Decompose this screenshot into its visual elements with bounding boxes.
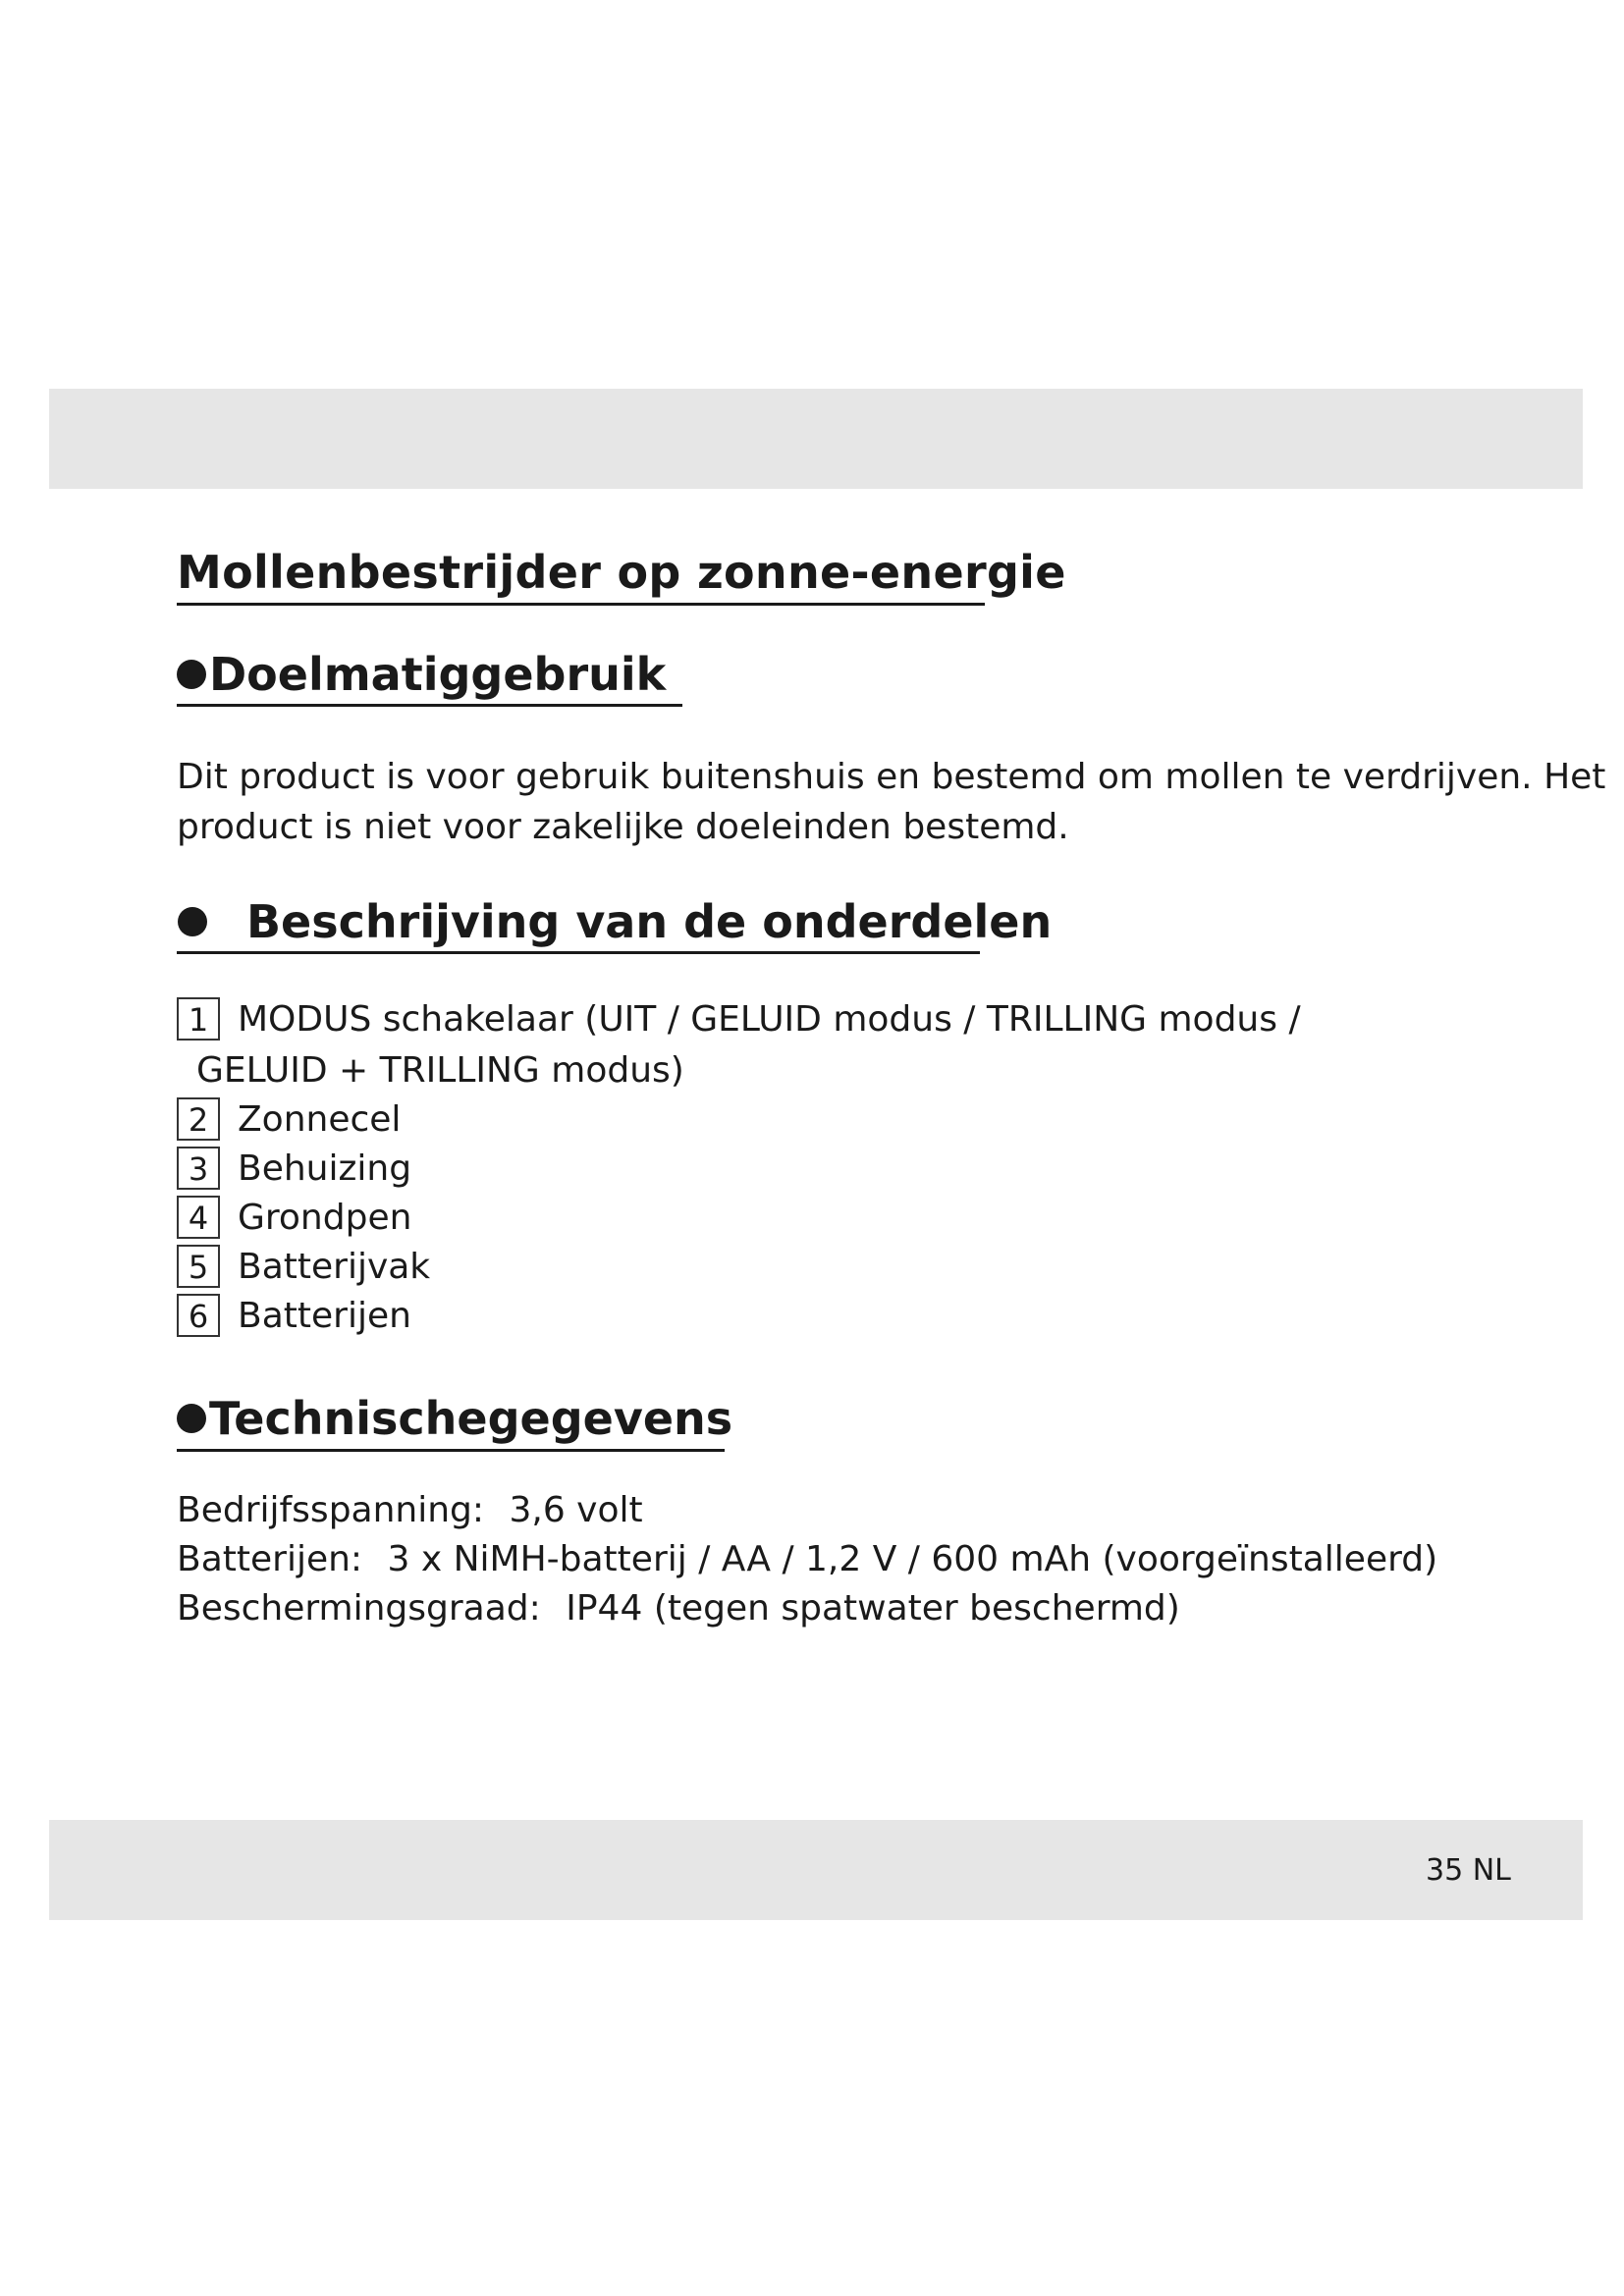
bullet-icon [177, 1404, 206, 1433]
spec-label: Batterijen: [177, 1539, 363, 1579]
footer-band [49, 1820, 1583, 1920]
spec-label: Beschermingsgraad: [177, 1588, 541, 1629]
page-number: 35 NL [1426, 1853, 1511, 1888]
part-label-continuation: GELUID + TRILLING modus) [196, 1050, 684, 1091]
part-label: MODUS schakelaar (UIT / GELUID modus / TRILLING modus / [238, 998, 1301, 1040]
spec-row [177, 1490, 643, 1530]
part-number-box: 1 [177, 997, 220, 1041]
spec-value: IP44 (tegen spatwater beschermd) [566, 1588, 1180, 1629]
list-item [177, 997, 1301, 1041]
section-heading-parts [177, 895, 1052, 948]
list-item [177, 1097, 401, 1141]
spec-row [177, 1539, 1437, 1579]
document-title: Mollenbestrijder op zonne-energie [177, 546, 1066, 599]
bullet-icon [178, 907, 207, 936]
section-heading-technical [177, 1392, 732, 1445]
part-number-box: 3 [177, 1147, 220, 1190]
spec-value: 3 x NiMH-batterij / AA / 1,2 V / 600 mAh (voorgeïnstalleerd) [387, 1539, 1438, 1579]
section-underline [177, 1449, 725, 1452]
title-underline [177, 603, 985, 606]
section-heading-text: Doelmatiggebruik [209, 648, 667, 701]
part-label: Behuizing [238, 1148, 412, 1189]
list-item [177, 1245, 430, 1288]
list-item [177, 1294, 411, 1337]
part-number-box: 2 [177, 1097, 220, 1141]
bullet-icon [177, 660, 206, 689]
section-underline [177, 704, 682, 707]
part-number-box: 5 [177, 1245, 220, 1288]
paragraph-line: Dit product is voor gebruik buitenshuis en bestemd om mollen te verdrijven. Het [177, 757, 1606, 797]
part-label: Batterijvak [238, 1246, 431, 1287]
section-heading-text: Beschrijving van de onderdelen [246, 895, 1053, 948]
part-number-box: 4 [177, 1196, 220, 1239]
section-heading-text: Technischegegevens [209, 1392, 733, 1445]
list-item [177, 1196, 411, 1239]
section-underline [177, 951, 980, 954]
part-label: Grondpen [238, 1197, 412, 1238]
list-item [177, 1147, 411, 1190]
part-number-box: 6 [177, 1294, 220, 1337]
part-label: Batterijen [238, 1295, 411, 1336]
part-label: Zonnecel [238, 1098, 402, 1140]
section-heading-intended-use [177, 648, 666, 701]
header-band [49, 389, 1583, 489]
spec-label: Bedrijfsspanning: [177, 1490, 485, 1530]
spec-value: 3,6 volt [509, 1490, 643, 1530]
spec-row [177, 1588, 1180, 1629]
paragraph-line: product is niet voor zakelijke doeleinden bestemd. [177, 807, 1069, 847]
intended-use-paragraph [177, 752, 1605, 852]
